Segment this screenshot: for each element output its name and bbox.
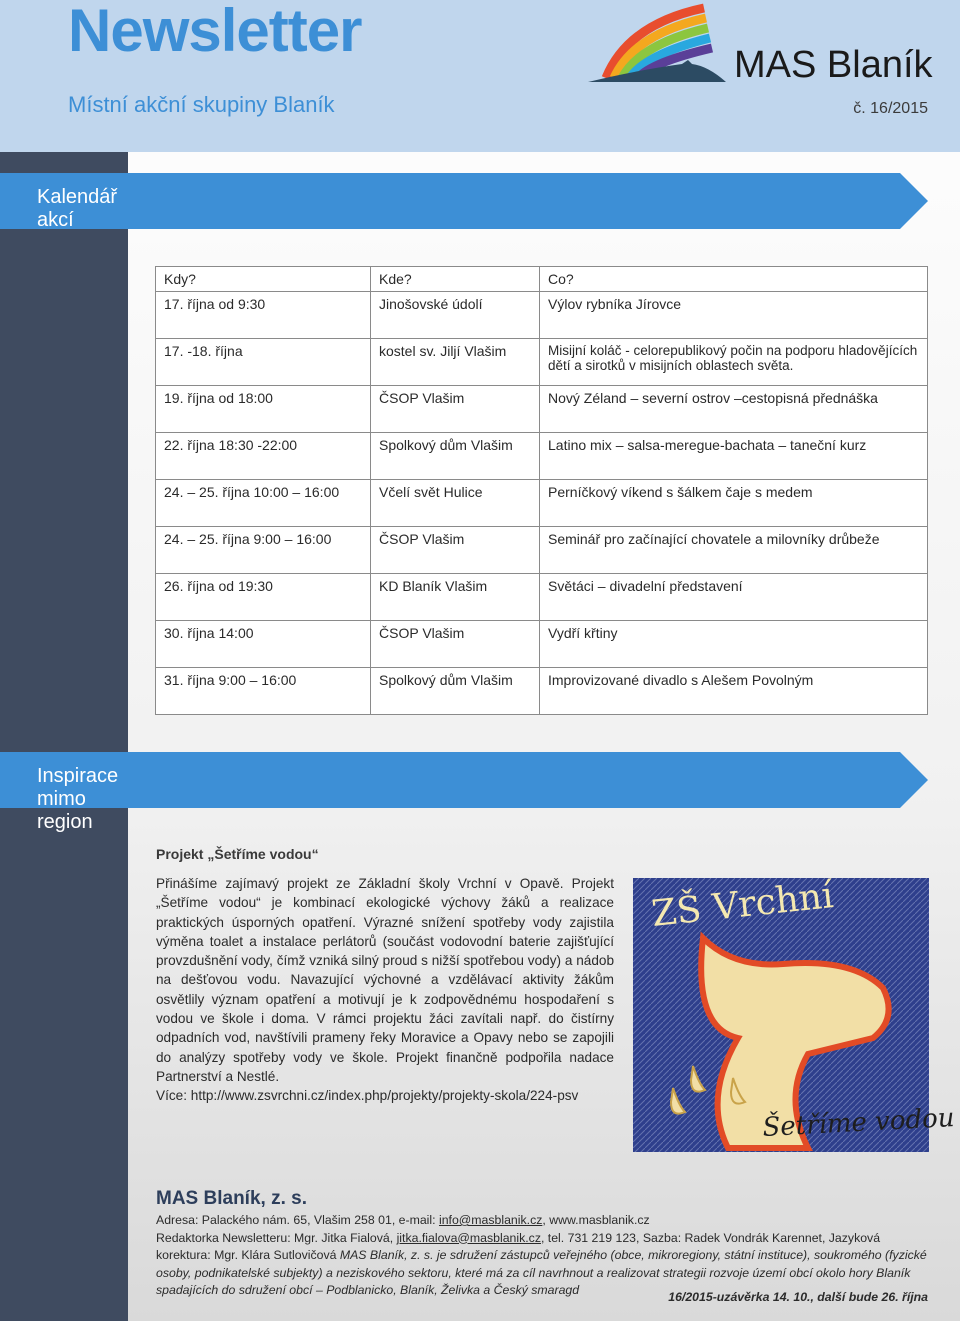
table-row	[156, 386, 928, 433]
address-text: Adresa: Palackého nám. 65, Vlašim 258 01, e-mail:	[156, 1213, 439, 1227]
event-date: 26. října od 19:30	[156, 574, 371, 621]
table-row	[156, 339, 928, 386]
event-description: Latino mix – salsa-meregue-bachata – taneční kurz	[540, 433, 928, 480]
event-description: Misijní koláč - celorepublikový počin na podporu hladovějících dětí a sirotků v misijních oblastech světa.	[540, 339, 928, 386]
column-header-what: Co?	[540, 267, 928, 292]
event-place: Spolkový dům Vlašim	[371, 433, 540, 480]
event-date: 22. října 18:30 -22:00	[156, 433, 371, 480]
banner-arrow-shape	[0, 752, 930, 808]
event-place: kostel sv. Jiljí Vlašim	[371, 339, 540, 386]
table-row	[156, 668, 928, 715]
event-place: Spolkový dům Vlašim	[371, 668, 540, 715]
left-sidebar-stripe	[0, 152, 128, 1321]
table-row	[156, 433, 928, 480]
editor-text: Redaktorka Newsletteru: Mgr. Jitka Fialová,	[156, 1230, 397, 1245]
header	[0, 0, 960, 152]
banner-arrow-shape	[0, 173, 930, 229]
inspiration-banner-label: Inspirace mimo region	[37, 765, 119, 833]
drawing-bottom-text: Šetříme vodou	[761, 1102, 956, 1143]
drawing-top-text: ZŠ Vrchní	[649, 875, 836, 935]
event-description: Perníčkový víkend s šálkem čaje s medem	[540, 480, 928, 527]
rainbow-logo-icon	[588, 4, 730, 84]
logo-text: MAS Blaník	[734, 44, 933, 86]
table-row	[156, 480, 928, 527]
table-row	[156, 621, 928, 668]
table-row	[156, 527, 928, 574]
event-place: ČSOP Vlašim	[371, 386, 540, 433]
event-date: 19. října od 18:00	[156, 386, 371, 433]
event-place: Jinošovské údolí	[371, 292, 540, 339]
event-place: ČSOP Vlašim	[371, 621, 540, 668]
event-place: ČSOP Vlašim	[371, 527, 540, 574]
newsletter-subtitle: Místní akční skupiny Blaník	[68, 92, 335, 117]
event-description: Nový Zéland – severní ostrov –cestopisná přednáška	[540, 386, 928, 433]
proofreading-text: korektura: Mgr. Klára Sutlovičová	[156, 1248, 340, 1262]
editor-email-link[interactable]: jitka.fialova@masblanik.cz	[396, 1230, 541, 1245]
event-description: Výlov rybníka Jírovce	[540, 292, 928, 339]
project-drawing-image	[633, 875, 956, 1152]
event-date: 24. – 25. října 9:00 – 16:00	[156, 527, 371, 574]
event-date: 24. – 25. října 10:00 – 16:00	[156, 480, 371, 527]
calendar-banner-label: Kalendář akcí	[37, 186, 118, 231]
event-description: Světáci – divadelní představení	[540, 574, 928, 621]
article-title: Projekt „Šetříme vodou“	[156, 846, 319, 862]
organization-description: MAS Blaník, z. s. je sdružení zástupců veřejného (obce, mikroregiony, státní instituce), soukromého (fyzické osoby, podnikatelské subjekty) a neziskového sektoru, které má za cíl navrhnout a realizovat strategii rozvoje území obcí okolo hory Blaník spadajících do sdružení obcí – Podblanicko, Blaník, Želivka a Český smaragd	[156, 1248, 927, 1297]
table-header-row	[156, 267, 928, 292]
table-row	[156, 574, 928, 621]
article-link[interactable]: Více: http://www.zsvrchni.cz/index.php/projekty/projekty-skola/224-psv	[156, 1088, 579, 1104]
newsletter-title: Newsletter	[68, 0, 362, 64]
events-calendar-table	[155, 266, 928, 715]
article-body	[156, 874, 614, 1106]
article-text: Přinášíme zajímavý projekt ze Základní školy Vrchní v Opavě. Projekt „Šetříme vodou“ je kombinací ekologické výchovy žáků a realizace praktických úsporných opatření. Výrazné snížení spotřeby vody zajistila výměna toalet a instalace perlátorů (součást vodovodní baterie zajišťující provzdušnění vody, čímž vzniká silný proud s nižší spotřebou vody) a nádob na dešťovou vodu. Navazující výchovné a vzdělávací aktivity žákům osvětlily význam opatření a motivují je k zodpovědnému hospodaření s vodou ve škole i doma. V rámci projektu žáci zavítali např. do čistírny odpadních vod, navštívili prameny řeky Moravice a Opavy nebo se zapojili do analýzy spotřeby vody ve škole. Projekt finančně podpořila nadace Partnerství a Nestlé.	[156, 876, 614, 1084]
column-header-where: Kde?	[371, 267, 540, 292]
event-date: 17. října od 9:30	[156, 292, 371, 339]
event-date: 30. října 14:00	[156, 621, 371, 668]
column-header-when: Kdy?	[156, 267, 371, 292]
event-place: Včelí svět Hulice	[371, 480, 540, 527]
event-place: KD Blaník Vlašim	[371, 574, 540, 621]
event-date: 31. října 9:00 – 16:00	[156, 668, 371, 715]
deadline-note: 16/2015-uzávěrka 14. 10., další bude 26. října	[668, 1290, 928, 1304]
email-link[interactable]: info@masblanik.cz	[438, 1213, 543, 1227]
issue-number: č. 16/2015	[853, 100, 928, 117]
event-date: 17. -18. října	[156, 339, 371, 386]
contact-block	[156, 1212, 936, 1300]
event-description: Seminář pro začínající chovatele a milovníky drůbeže	[540, 527, 928, 574]
event-description: Vydří křtiny	[540, 621, 928, 668]
address-suffix: , www.masblanik.cz	[542, 1213, 650, 1227]
table-row	[156, 292, 928, 339]
organization-name: MAS Blaník, z. s.	[156, 1188, 307, 1209]
event-description: Improvizované divadlo s Alešem Povolným	[540, 668, 928, 715]
editor-suffix: , tel. 731 219 123, Sazba: Radek Vondrák Karennet, Jazyková	[540, 1230, 881, 1245]
